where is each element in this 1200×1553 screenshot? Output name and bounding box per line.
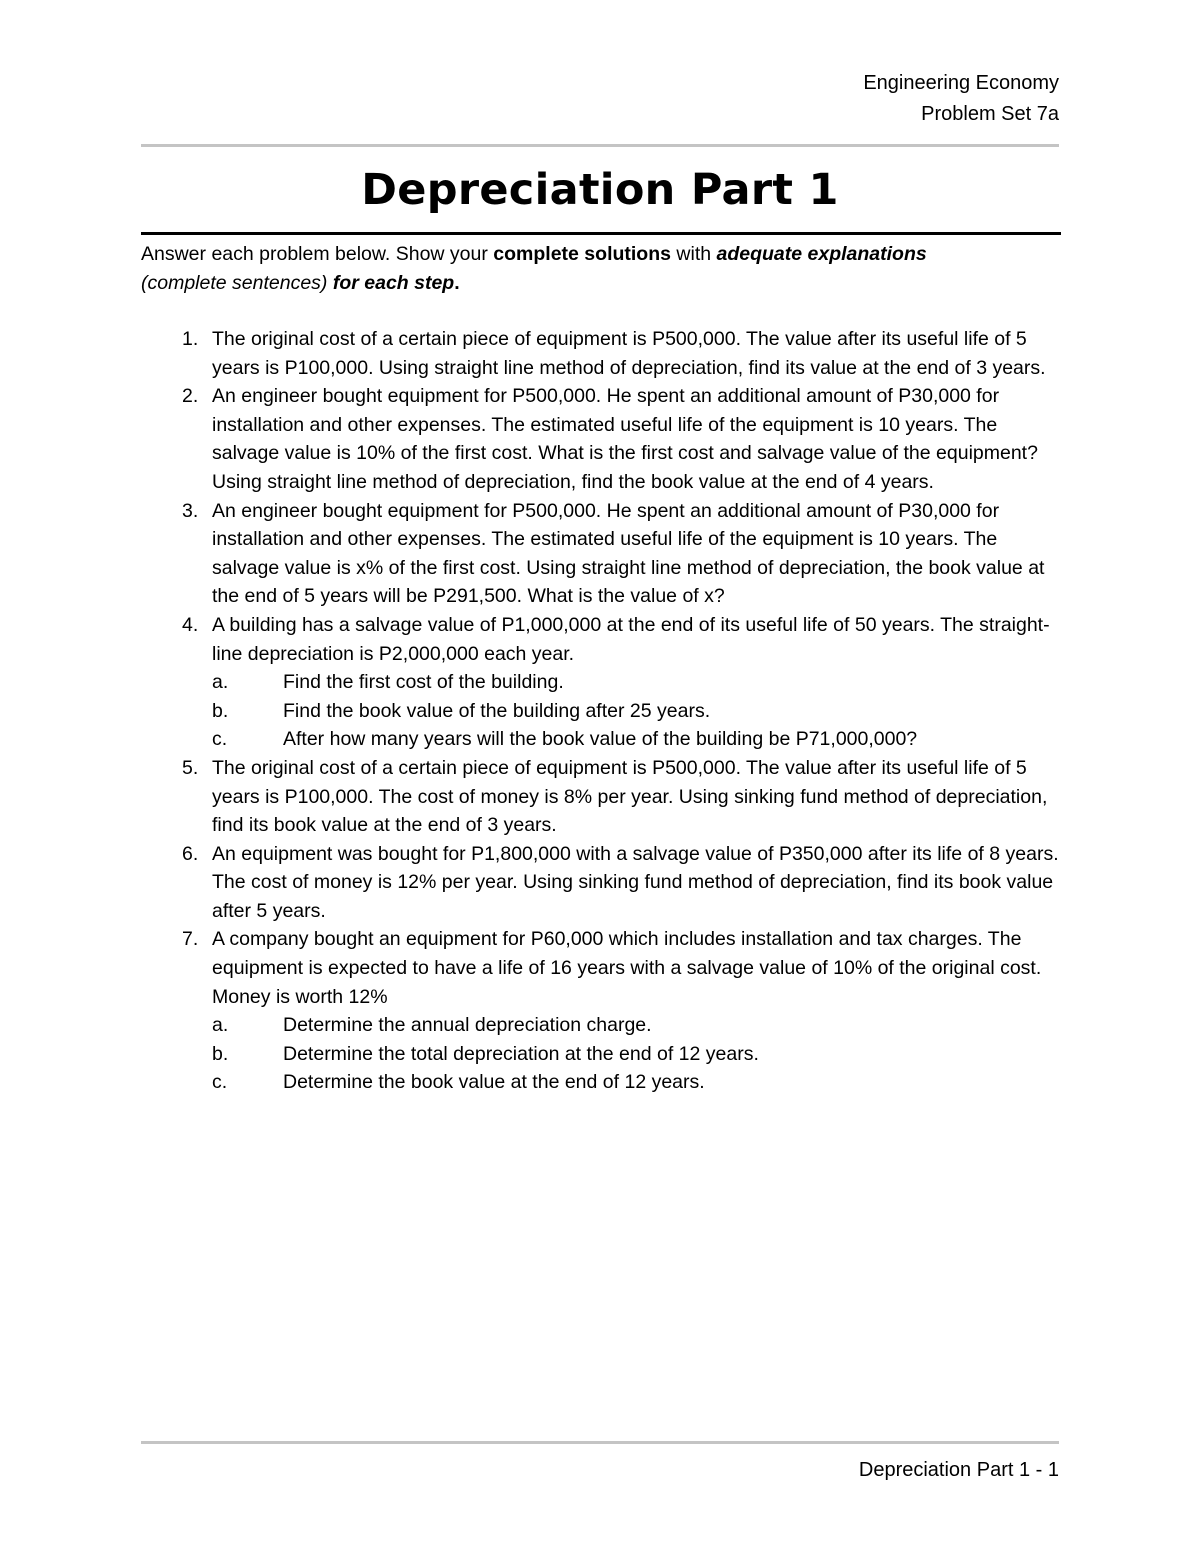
problem-number: 2. bbox=[182, 385, 199, 408]
problem-number: 4. bbox=[182, 613, 199, 636]
problem-item bbox=[141, 497, 1061, 611]
instructions-bold-italic-1: adequate explanations bbox=[716, 243, 927, 265]
sub-problem-letter: c. bbox=[212, 1071, 228, 1094]
instructions-bold-1: complete solutions bbox=[493, 243, 671, 265]
sub-problem-text: Determine the total depreciation at the end of 12 years. bbox=[283, 1042, 759, 1065]
sub-problem-text: Determine the book value at the end of 12 years. bbox=[283, 1071, 705, 1094]
problem-text: An engineer bought equipment for P500,000. He spent an additional amount of P30,000 for installation and other expenses. The estimated useful life of the equipment is 10 years. The salvage value is x% of the first cost. Using straight line method of depreciation, the book value at the end of 5 years will be P291,500. What is the value of x? bbox=[212, 499, 1045, 608]
sub-problem-item bbox=[141, 1040, 1061, 1069]
title-underline bbox=[141, 232, 1061, 235]
problem-number: 6. bbox=[182, 842, 199, 865]
page-header bbox=[863, 68, 1059, 130]
problem-item bbox=[141, 611, 1061, 668]
problem-text: A company bought an equipment for P60,000 which includes installation and tax charges. The equipment is expected to have a life of 16 years with a salvage value of 10% of the original cost. Money is worth 12% bbox=[212, 928, 1042, 1008]
problem-item bbox=[141, 382, 1061, 496]
instructions bbox=[141, 240, 1061, 298]
sub-problem-item bbox=[141, 668, 1061, 697]
footer-divider bbox=[141, 1441, 1059, 1444]
sub-problem-letter: a. bbox=[212, 1014, 229, 1037]
sub-problem-item bbox=[141, 1068, 1061, 1097]
page-footer: Depreciation Part 1 - 1 bbox=[858, 1459, 1059, 1481]
problem-text: A building has a salvage value of P1,000,000 at the end of its useful life of 50 years. The straight-line depreciation is P2,000,000 each year. bbox=[212, 613, 1050, 665]
sub-problem-text: Determine the annual depreciation charge. bbox=[283, 1014, 652, 1037]
problem-item bbox=[141, 754, 1061, 840]
header-divider bbox=[141, 144, 1059, 147]
sub-problem-letter: a. bbox=[212, 671, 229, 694]
instructions-period: . bbox=[454, 272, 460, 294]
sub-problem-item bbox=[141, 1011, 1061, 1040]
sub-problem-letter: b. bbox=[212, 1042, 229, 1065]
instructions-bold-italic-2: for each step bbox=[332, 272, 455, 294]
problem-text: An engineer bought equipment for P500,000. He spent an additional amount of P30,000 for installation and other expenses. The estimated useful life of the equipment is 10 years. The salvage value is 10% of the first cost. What is the first cost and salvage value of the equipment? Using straight line method of depreciation, find the book value at the end of 4 years. bbox=[212, 385, 1038, 493]
problem-number: 3. bbox=[182, 499, 199, 522]
course-name: Engineering Economy bbox=[863, 72, 1059, 94]
problem-set-label: Problem Set 7a bbox=[921, 103, 1059, 125]
problem-text: The original cost of a certain piece of equipment is P500,000. The value after its useful life of 5 years is P100,000. Using straight line method of depreciation, find its value at the end of 3 years. bbox=[212, 328, 1046, 379]
page-title: Depreciation Part 1 bbox=[361, 165, 839, 215]
sub-problem-text: Find the book value of the building after 25 years. bbox=[283, 699, 711, 722]
sub-problem-letter: b. bbox=[212, 699, 229, 722]
problem-text: An equipment was bought for P1,800,000 with a salvage value of P350,000 after its life of 8 years. The cost of money is 12% per year. Using sinking fund method of depreciation, find its book value after 5 years. bbox=[212, 842, 1059, 922]
problem-list bbox=[141, 325, 1061, 1097]
problem-number: 5. bbox=[182, 756, 199, 779]
problem-item bbox=[141, 925, 1061, 1011]
sub-problem-text: After how many years will the book value of the building be P71,000,000? bbox=[283, 728, 918, 751]
problem-text: The original cost of a certain piece of equipment is P500,000. The value after its useful life of 5 years is P100,000. The cost of money is 8% per year. Using sinking fund method of depreciation, find its book value at the end of 3 years. bbox=[212, 756, 1048, 837]
instructions-text-2: with bbox=[670, 243, 717, 265]
sub-problem-item bbox=[141, 697, 1061, 726]
problem-item bbox=[141, 325, 1061, 382]
sub-problem-item bbox=[141, 725, 1061, 754]
instructions-italic-1: (complete sentences) bbox=[141, 272, 328, 294]
sub-problem-text: Find the first cost of the building. bbox=[283, 671, 564, 694]
problem-item bbox=[141, 840, 1061, 926]
sub-problem-letter: c. bbox=[212, 728, 228, 751]
problem-number: 1. bbox=[182, 328, 199, 350]
problem-number: 7. bbox=[182, 928, 199, 951]
instructions-text-1: Answer each problem below. Show your bbox=[141, 243, 494, 265]
